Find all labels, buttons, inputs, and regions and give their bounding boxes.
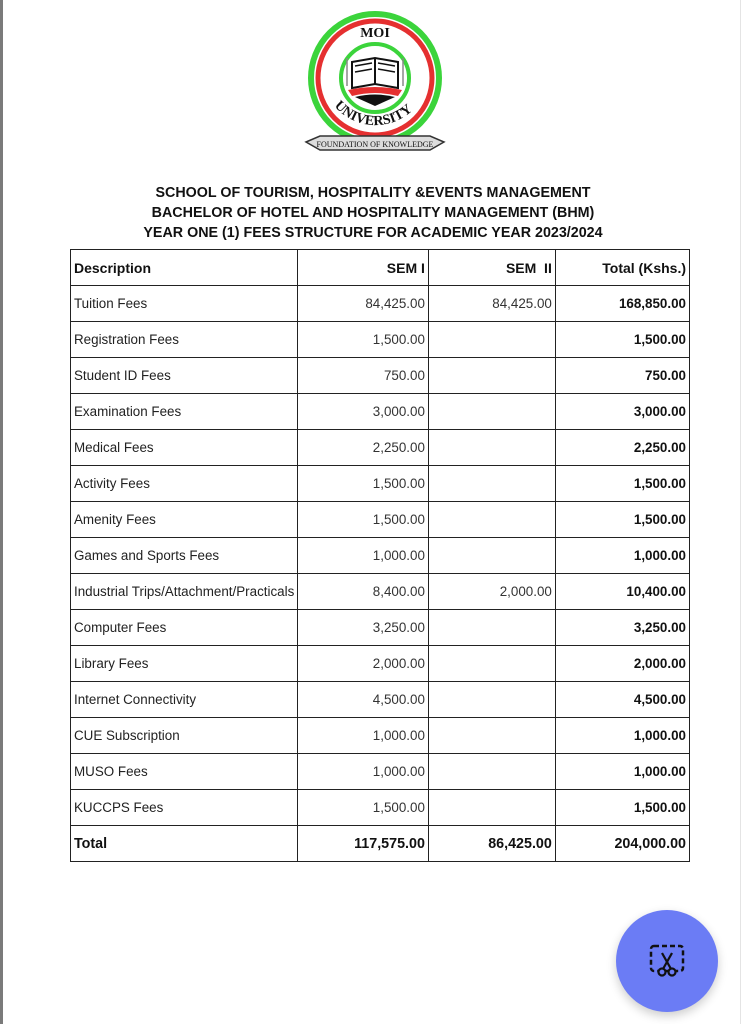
fee-description: Internet Connectivity [71, 682, 298, 718]
fee-description: Student ID Fees [71, 358, 298, 394]
total-row [71, 826, 690, 862]
moi-university-logo [300, 8, 450, 160]
fee-sem1: 8,400.00 [298, 574, 429, 610]
fee-total: 1,000.00 [555, 754, 689, 790]
fee-sem2 [428, 790, 555, 826]
fee-total: 3,000.00 [555, 394, 689, 430]
fee-sem1: 3,250.00 [298, 610, 429, 646]
fee-description: Registration Fees [71, 322, 298, 358]
fee-sem1: 2,250.00 [298, 430, 429, 466]
fee-row [71, 358, 690, 394]
fee-total: 1,000.00 [555, 538, 689, 574]
fee-sem2 [428, 394, 555, 430]
fee-sem2 [428, 466, 555, 502]
fee-total: 10,400.00 [555, 574, 689, 610]
fee-sem1: 2,000.00 [298, 646, 429, 682]
fee-row [71, 610, 690, 646]
fee-sem2 [428, 610, 555, 646]
table-header-row [71, 250, 690, 286]
page-left-edge [0, 0, 3, 1024]
fee-sem2 [428, 754, 555, 790]
fee-row [71, 574, 690, 610]
programme-name: BACHELOR OF HOTEL AND HOSPITALITY MANAGEMENT (BHM) [151, 205, 595, 221]
fee-sem1: 750.00 [298, 358, 429, 394]
column-header-description: Description [71, 250, 298, 286]
fee-total: 750.00 [555, 358, 689, 394]
total-label: Total [71, 826, 298, 862]
fee-row [71, 322, 690, 358]
fee-total: 1,000.00 [555, 718, 689, 754]
logo-motto: FOUNDATION OF KNOWLEDGE [316, 140, 434, 149]
fee-description: KUCCPS Fees [71, 790, 298, 826]
fee-row [71, 430, 690, 466]
total-sem1: 117,575.00 [298, 826, 429, 862]
fee-description: Library Fees [71, 646, 298, 682]
fee-total: 1,500.00 [555, 466, 689, 502]
fee-sem2 [428, 502, 555, 538]
fee-row [71, 718, 690, 754]
fee-sem1: 1,500.00 [298, 790, 429, 826]
fee-description: Activity Fees [71, 466, 298, 502]
fee-row [71, 502, 690, 538]
fee-sem1: 1,000.00 [298, 538, 429, 574]
fee-description: Computer Fees [71, 610, 298, 646]
fees-table [70, 249, 690, 862]
fee-description: Tuition Fees [71, 286, 298, 322]
fee-description: Industrial Trips/Attachment/Practicals [71, 574, 298, 610]
fee-total: 4,500.00 [555, 682, 689, 718]
fee-description: CUE Subscription [71, 718, 298, 754]
fee-sem1: 1,500.00 [298, 322, 429, 358]
fee-description: Medical Fees [71, 430, 298, 466]
logo-top-text: MOI [360, 26, 390, 41]
column-header-total: Total (Kshs.) [555, 250, 689, 286]
fee-sem2 [428, 682, 555, 718]
fee-sem1: 3,000.00 [298, 394, 429, 430]
fee-row [71, 286, 690, 322]
grand-total: 204,000.00 [555, 826, 689, 862]
fee-sem2 [428, 430, 555, 466]
fee-row [71, 394, 690, 430]
fee-sem2 [428, 718, 555, 754]
school-name: SCHOOL OF TOURISM, HOSPITALITY &EVENTS MANAGEMENT [155, 185, 591, 201]
fee-total: 1,500.00 [555, 322, 689, 358]
total-sem2: 86,425.00 [428, 826, 555, 862]
fee-row [71, 754, 690, 790]
screenshot-scissors-icon [647, 941, 687, 981]
fee-sem1: 1,500.00 [298, 502, 429, 538]
fee-total: 3,250.00 [555, 610, 689, 646]
fee-total: 1,500.00 [555, 790, 689, 826]
logo-bottom-text: UNIVERSITY [331, 98, 416, 130]
fee-sem1: 1,000.00 [298, 754, 429, 790]
fee-sem2 [428, 322, 555, 358]
fee-sem2 [428, 646, 555, 682]
fee-sem1: 1,000.00 [298, 718, 429, 754]
document-header [0, 183, 746, 243]
page-right-edge [740, 0, 741, 1024]
fee-row [71, 646, 690, 682]
fee-row [71, 538, 690, 574]
fee-total: 2,250.00 [555, 430, 689, 466]
screenshot-crop-button[interactable] [616, 910, 718, 1012]
fee-sem2 [428, 358, 555, 394]
fee-description: Examination Fees [71, 394, 298, 430]
fee-description: Games and Sports Fees [71, 538, 298, 574]
fee-sem2: 84,425.00 [428, 286, 555, 322]
fee-total: 2,000.00 [555, 646, 689, 682]
fee-sem1: 1,500.00 [298, 466, 429, 502]
fee-sem1: 4,500.00 [298, 682, 429, 718]
fee-sem1: 84,425.00 [298, 286, 429, 322]
fee-total: 1,500.00 [555, 502, 689, 538]
fee-row [71, 682, 690, 718]
fee-row [71, 790, 690, 826]
fee-description: MUSO Fees [71, 754, 298, 790]
column-header-sem2: SEM II [428, 250, 555, 286]
fees-structure-title: YEAR ONE (1) FEES STRUCTURE FOR ACADEMIC YEAR 2023/2024 [143, 225, 603, 241]
fee-description: Amenity Fees [71, 502, 298, 538]
fee-sem2: 2,000.00 [428, 574, 555, 610]
fee-sem2 [428, 538, 555, 574]
fee-total: 168,850.00 [555, 286, 689, 322]
fee-row [71, 466, 690, 502]
column-header-sem1: SEM I [298, 250, 429, 286]
